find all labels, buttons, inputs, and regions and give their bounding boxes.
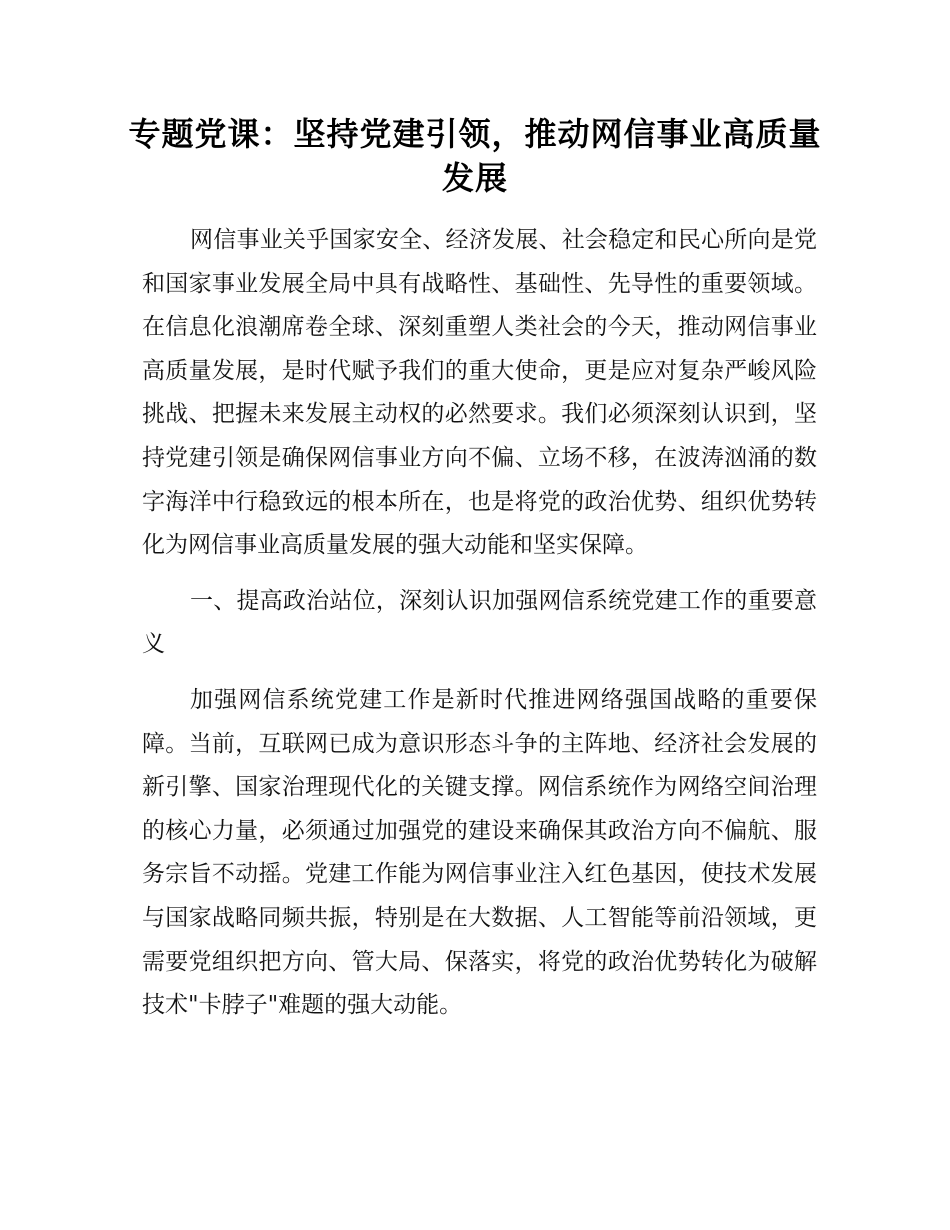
paragraph-section-1: 加强网信系统党建工作是新时代推进网络强国战略的重要保障。当前，互联网已成为意识形态斗争的主阵地、经济社会发展的新引擎、国家治理现代化的关键支撑。网信系统作为网络空间治理的核心力量，必须通过加强党的建设来确保其政治方向不偏航、服务宗旨不动摇。党建工作能为网信事业注入红色基因，使技术发展与国家战略同频共振，特别是在大数据、人工智能等前沿领域，更需要党组织把方向、管大局、保落实，将党的政治优势转化为破解技术"卡脖子"难题的强大动能。 [142, 686, 817, 1019]
document-title: 专题党课：坚持党建引领，推动网信事业高质量发展 [128, 115, 822, 197]
section-heading-1: 一、提高政治站位，深刻认识加强网信系统党建工作的重要意义 [142, 587, 817, 658]
document-body [142, 219, 817, 1028]
paragraph-intro: 网信事业关乎国家安全、经济发展、社会稳定和民心所向是党和国家事业发展全局中具有战略性、基础性、先导性的重要领域。在信息化浪潮席卷全球、深刻重塑人类社会的今天，推动网信事业高质量发展，是时代赋予我们的重大使命，更是应对复杂严峻风险挑战、把握未来发展主动权的必然要求。我们必须深刻认识到，坚持党建引领是确保网信事业方向不偏、立场不移，在波涛汹涌的数字海洋中行稳致远的根本所在，也是将党的政治优势、组织优势转化为网信事业高质量发展的强大动能和坚实保障。 [142, 227, 817, 559]
